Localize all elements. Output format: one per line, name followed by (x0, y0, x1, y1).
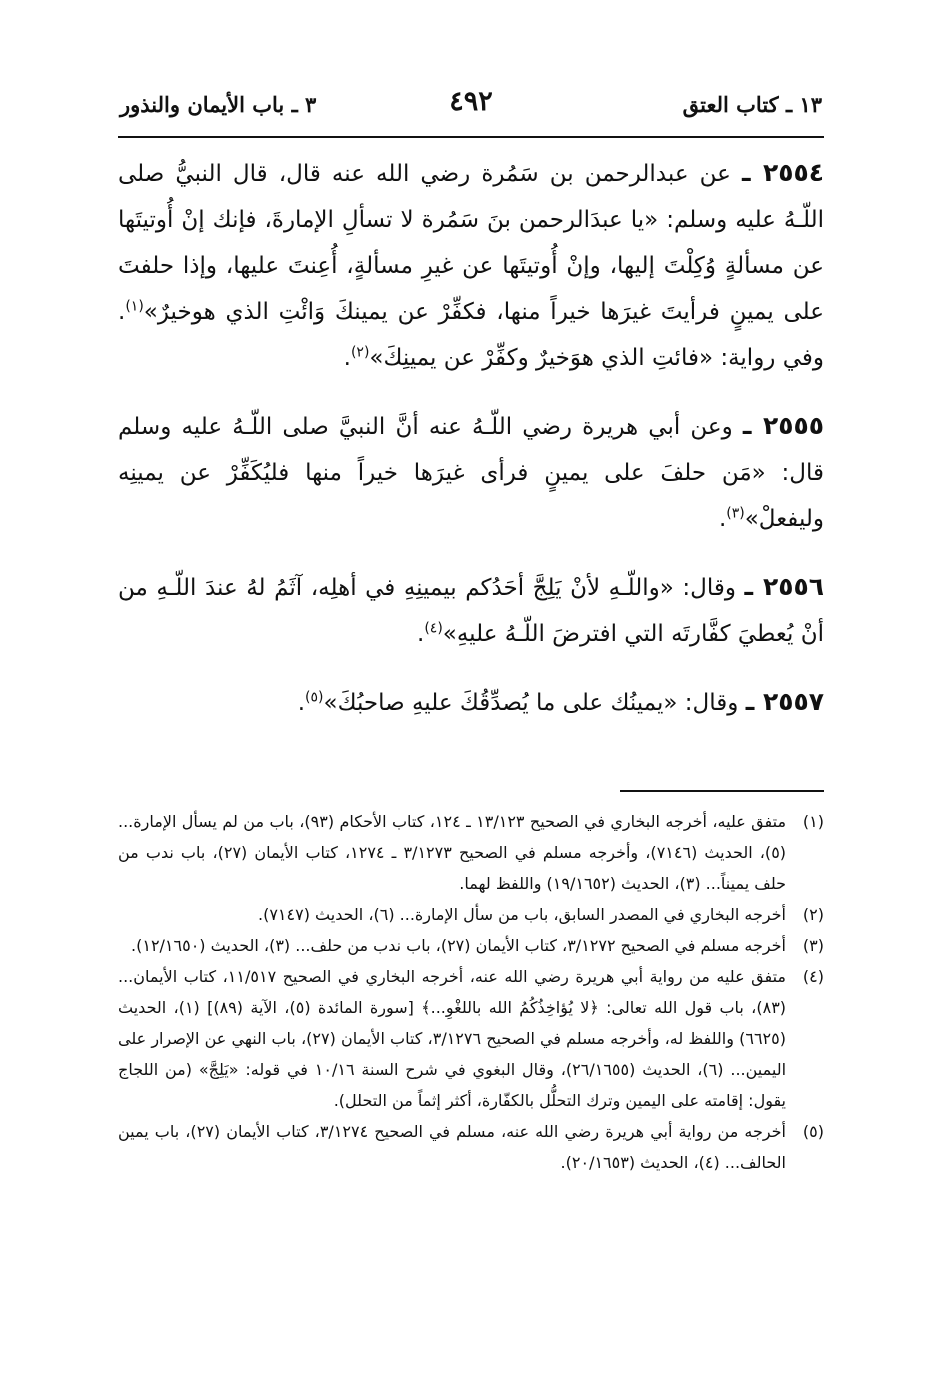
hadith-end: . (297, 690, 306, 716)
hadith-number: ٢٥٥٧ ـ (745, 687, 824, 716)
footnote-text: أخرجه البخاري في المصدر السابق، باب من سأل الإمارة... (٦)، الحديث (٧١٤٧). (258, 905, 786, 924)
hadith-end: . (417, 621, 425, 647)
footnote-2 (118, 899, 824, 930)
footnotes-block (118, 806, 824, 1178)
section-title: ٣ ـ باب الأيمان والنذور (120, 92, 317, 117)
footnote-ref[interactable]: (٣) (726, 505, 745, 522)
hadith-text: عن عبدالرحمن بن سَمُرة رضي الله عنه قال، قال النبيُّ صلى اللّـهُ عليه وسلم: «يا عبدَالرحمن بنَ سَمُرة لا تسألِ الإمارةَ، فإنك إنْ أُوتيتَها عن مسألةٍ وُكِلْتَ إليها، وإنْ أُوتيتَها عن غيرِ مسألةٍ، أُعِنتَ عليها، وإذا حلفتَ على يمينٍ فرأيتَ غيرَها خيراً منها، فكفِّرْ عن يمينكَ وَائْتِ الذي هوخيرٌ» (118, 161, 824, 325)
footnote-ref[interactable]: (٥) (305, 689, 324, 706)
hadith-2556 (118, 564, 824, 657)
hadith-2555 (118, 403, 824, 542)
hadith-2554 (118, 150, 824, 381)
hadith-number: ٢٥٥٤ ـ (741, 158, 825, 187)
hadith-end: . (718, 506, 727, 532)
hadith-text-continued: . وفي رواية: «فائتِ الذي هوَخيرٌ وكفِّرْ عن يمينِكَ» (118, 299, 824, 371)
hadith-end: . (343, 345, 351, 371)
footnote-3 (118, 930, 824, 961)
running-header (118, 84, 824, 130)
footnote-text: أخرجه من رواية أبي هريرة رضي الله عنه، مسلم في الصحيح ٣/١٢٧٤، كتاب الأيمان (٢٧)، باب يمين الحالف... (٤)، الحديث (٢٠/١٦٥٣). (118, 1122, 787, 1172)
hadith-text: وقال: «واللّـهِ لأنْ يَلِجَّ أحَدُكم بيمينِهِ في أهلِه، آثَمُ لهُ عندَ اللّـهِ من أنْ يُعطيَ كفَّارتَه التي افترضَ اللّـهُ عليهِ» (118, 575, 824, 647)
footnote-ref[interactable]: (٤) (424, 620, 443, 637)
header-rule (118, 136, 824, 138)
hadith-2557 (118, 679, 824, 726)
footnote-text: متفق عليه من رواية أبي هريرة رضي الله عنه، أخرجه البخاري في الصحيح ١١/٥١٧، كتاب الأيمان... (٨٣)، باب قول الله تعالى: ﴿لا يُؤاخِذُكُمُ الله باللغْوِ...﴾ [سورة المائدة (٥)، الآية (٨٩)] (١)، الحديث (٦٦٢٥) واللفظ له، وأخرجه مسلم في الصحيح ٣/١٢٧٦، كتاب الأيمان (٢٧)، باب النهي عن الإصرار على اليمين... (٦)، الحديث (٢٦/١٦٥٥)، وقال البغوي في شرح السنة ١٠/١٦ في قوله: «يَلِجَّ» (من اللجاج يقول: إقامته على اليمين وترك التحلُّل بالكفّارة، أكثر إثماً من التحلل). (118, 967, 787, 1110)
footnote-mark: (٣) (802, 936, 824, 955)
footnote-mark: (٢) (802, 905, 824, 924)
hadith-text-block (118, 150, 824, 748)
hadith-text: وعن أبي هريرة رضي اللّـهُ عنه أنَّ النبيَّ صلى اللّـهُ عليه وسلم قال: «مَن حلفَ على يمينٍ فرأى غيرَها خيراً منها فليُكَفِّرْ عن يمينِه وليفعلْ» (118, 414, 824, 532)
footnote-mark: (٤) (802, 967, 824, 986)
chapter-title: ١٣ ـ كتاب العتق (682, 92, 822, 117)
footnote-mark: (١) (802, 812, 824, 831)
page-number: ٤٩٢ (449, 86, 493, 117)
footnote-ref[interactable]: (١) (125, 298, 144, 315)
hadith-number: ٢٥٥٦ ـ (744, 572, 825, 601)
footnote-mark: (٥) (802, 1122, 824, 1141)
footnote-text: متفق عليه، أخرجه البخاري في الصحيح ١٣/١٢٣ ـ ١٢٤، كتاب الأحكام (٩٣)، باب من لم يسأل الإمارة... (٥)، الحديث (٧١٤٦)، وأخرجه مسلم في الصحيح ٣/١٢٧٣ ـ ١٢٧٤، كتاب الأيمان (٢٧)، باب ندب من حلف يميناً... (٣)، الحديث (١٩/١٦٥٢) واللفظ لهما. (118, 812, 787, 893)
footnote-text: أخرجه مسلم في الصحيح ٣/١٢٧٢، كتاب الأيمان (٢٧)، باب ندب من حلف... (٣)، الحديث (١٢/١٦٥٠). (131, 936, 786, 955)
footnote-ref[interactable]: (٢) (350, 344, 370, 361)
hadith-text: وقال: «يمينُك على ما يُصدِّقُكَ عليهِ صاحبُكَ» (323, 690, 739, 716)
footnote-5 (118, 1116, 824, 1178)
hadith-number: ٢٥٥٥ ـ (742, 411, 824, 440)
footnote-4 (118, 961, 824, 1116)
footnote-separator (620, 790, 824, 792)
footnote-1 (118, 806, 824, 899)
